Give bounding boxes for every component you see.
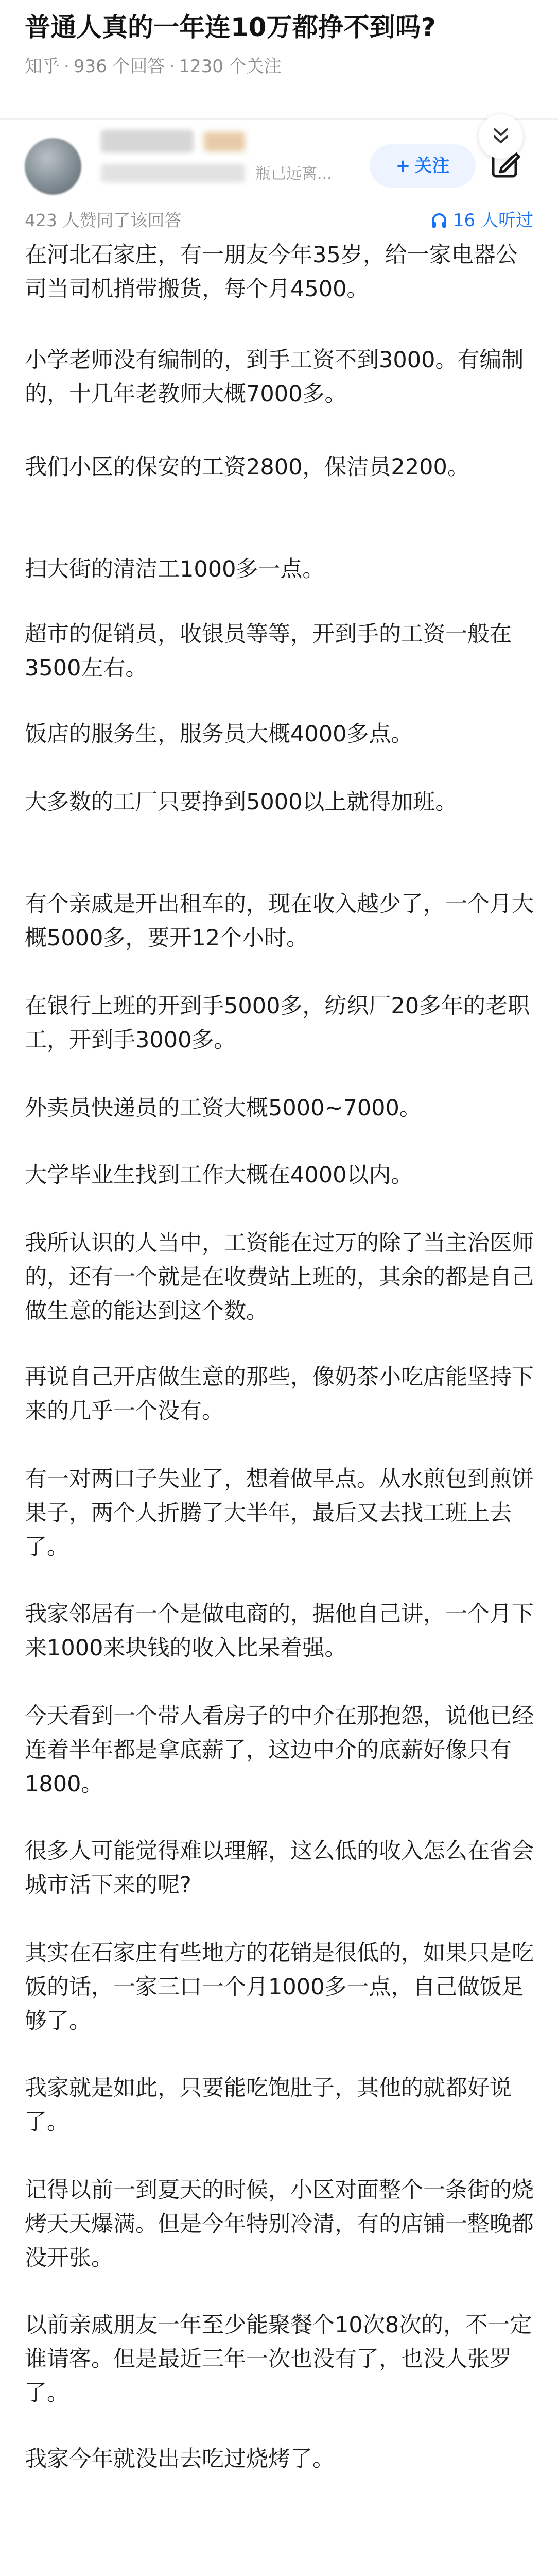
follow-label: 关注 — [414, 156, 450, 176]
answer-paragraph: 我家就是如此，只要能吃饱肚子，其他的就都好说了。 — [25, 2075, 512, 2135]
answer-paragraph: 我们小区的保安的工资2800，保洁员2200。 — [25, 454, 469, 480]
answer-paragraph: 有一对两口子失业了，想着做早点。从水煎包到煎饼果子，两个人折腾了大半年，最后又去找工班上去了。 — [25, 1466, 534, 1560]
answer-paragraph: 在河北石家庄，有一朋友今年35岁，给一家电器公司当司机捎带搬货，每个月4500。 — [25, 242, 518, 302]
answer-paragraph: 我所认识的人当中，工资能在过万的除了当主治医师的，还有一个就是在收费站上班的，其余的都是自己做生意的能达到这个数。 — [25, 1230, 534, 1324]
answer-paragraph: 以前亲戚朋友一年至少能聚餐个10次8次的，不一定谁请客。但是最近三年一次也没有了，也没人张罗了。 — [25, 2312, 532, 2406]
listen-count: 16 人听过 — [452, 210, 533, 231]
answer-paragraph: 其实在石家庄有些地方的花销是很低的，如果只是吃饭的话，一家三口一个月1000多一点，自己做饭足够了。 — [25, 1940, 534, 2034]
author-bio-blurred — [101, 164, 245, 182]
endorse-count: 423 人赞同了该回答 — [25, 210, 182, 230]
answer-paragraph: 在银行上班的开到手5000多，纺织厂20多年的老职工，开到手3000多。 — [25, 993, 530, 1053]
author-badge-blurred — [204, 132, 245, 151]
plus-icon: + — [395, 156, 411, 176]
answer-paragraph: 我家邻居有一个是做电商的，据他自己讲，一个月下来1000来块钱的收入比呆着强。 — [25, 1601, 534, 1661]
answer-paragraph: 记得以前一到夏天的时候，小区对面整个一条街的烧烤天天爆满。但是今年特别冷清，有的店铺一整晚都没开张。 — [25, 2177, 534, 2271]
answer-meta — [25, 208, 533, 233]
meta-separator: · — [64, 56, 69, 77]
answer-paragraph: 很多人可能觉得难以理解，这么低的收入怎么在省会城市活下来的呢? — [25, 1838, 534, 1898]
author-bio-suffix: 瓶已远离... — [255, 165, 332, 183]
follow-button[interactable] — [370, 144, 476, 188]
meta-separator: · — [169, 56, 175, 77]
follower-count: 1230 个关注 — [179, 56, 282, 77]
collapse-button[interactable] — [479, 114, 523, 159]
source-label: 知乎 — [25, 56, 60, 77]
answer-paragraph: 大学毕业生找到工作大概在4000以内。 — [25, 1162, 413, 1188]
answer-paragraph: 有个亲戚是开出租车的，现在收入越少了，一个月大概5000多，要开12个小时。 — [25, 891, 534, 951]
author-bar — [0, 118, 558, 197]
question-title[interactable]: 普通人真的一年连10万都挣不到吗? — [25, 12, 436, 42]
answer-paragraph: 今天看到一个带人看房子的中介在那抱怨，说他已经连着半年都是拿底薪了，这边中介的底薪好像只有1800。 — [25, 1703, 534, 1797]
headphones-icon — [430, 212, 448, 229]
answer-paragraph: 大多数的工厂只要挣到5000以上就得加班。 — [25, 789, 458, 815]
answer-paragraph: 我家今年就没出去吃过烧烤了。 — [25, 2446, 335, 2472]
answer-paragraph: 扫大街的清洁工1000多一点。 — [25, 556, 325, 582]
answer-paragraph: 小学老师没有编制的，到手工资不到3000。有编制的，十几年老教师大概7000多。 — [25, 347, 524, 407]
answer-paragraph: 饭店的服务生，服务员大概4000多点。 — [25, 721, 413, 747]
question-meta — [25, 55, 286, 78]
author-name-blurred[interactable] — [101, 130, 194, 152]
listen-button[interactable] — [430, 208, 533, 233]
answer-paragraph: 再说自己开店做生意的那些，像奶茶小吃店能坚持下来的几乎一个没有。 — [25, 1364, 534, 1424]
chevron-down-icon — [490, 126, 512, 147]
answer-count[interactable]: 936 个回答 — [73, 56, 165, 77]
avatar[interactable] — [25, 138, 81, 195]
answer-paragraph: 超市的促销员，收银员等等，开到手的工资一般在3500左右。 — [25, 621, 512, 681]
answer-paragraph: 外卖员快递员的工资大概5000~7000。 — [25, 1095, 422, 1121]
